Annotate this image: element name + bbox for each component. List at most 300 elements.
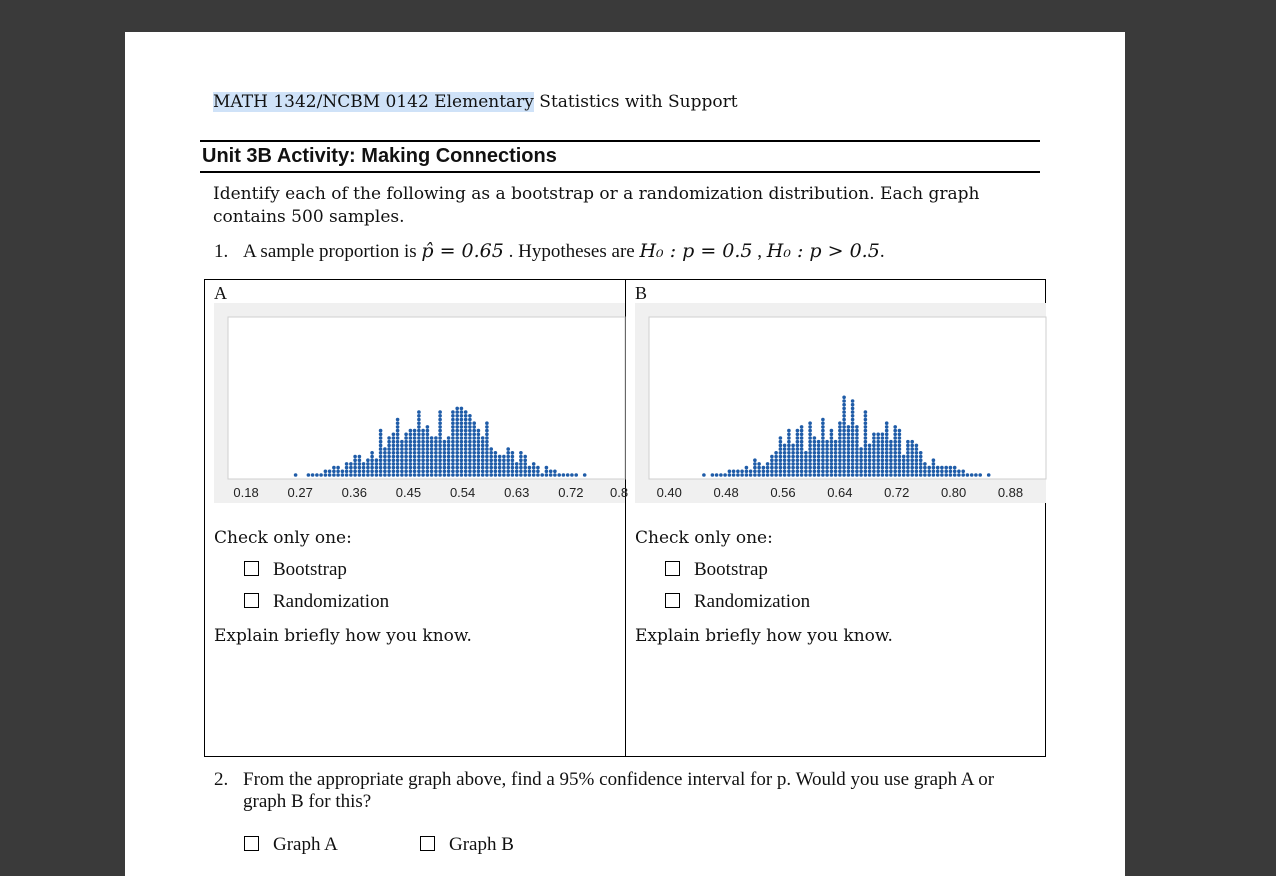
sample-dot [392, 451, 396, 455]
sample-dot [468, 414, 472, 418]
sample-dot [409, 451, 413, 455]
sample-dot [443, 473, 447, 477]
sample-dot [821, 429, 825, 433]
sample-dot [779, 473, 783, 477]
sample-dot [370, 462, 374, 466]
checkbox-icon[interactable] [244, 593, 259, 608]
sample-dot [936, 466, 940, 470]
sample-dot [383, 451, 387, 455]
sample-dot [906, 440, 910, 444]
question-2-number: 2. [214, 769, 229, 790]
sample-dot [745, 470, 749, 474]
x-tick-label: 0.36 [341, 485, 367, 500]
sample-dot [821, 421, 825, 425]
sample-dot [392, 458, 396, 462]
sample-dot [481, 466, 485, 470]
sample-dot [847, 425, 851, 429]
sample-dot [447, 440, 451, 444]
graph-a-option[interactable] [244, 834, 338, 856]
sample-dot [430, 440, 434, 444]
sample-dot [906, 451, 910, 455]
checkbox-icon[interactable] [244, 561, 259, 576]
sample-dot [455, 433, 459, 437]
checkbox-icon[interactable] [244, 836, 259, 851]
sample-dot [893, 473, 897, 477]
sample-dot [834, 466, 838, 470]
sample-dot [889, 455, 893, 459]
sample-dot [387, 447, 391, 451]
sample-dot [362, 470, 366, 474]
sample-dot [796, 447, 800, 451]
sample-dot [872, 470, 876, 474]
sample-dot [447, 458, 451, 462]
sample-dot [404, 440, 408, 444]
x-tick-label: 0.88 [997, 485, 1024, 500]
sample-dot [477, 440, 481, 444]
sample-dot [468, 473, 472, 477]
sample-dot [438, 414, 442, 418]
sample-dot [787, 440, 791, 444]
sample-dot [532, 462, 536, 466]
sample-dot [472, 473, 476, 477]
sample-dot [455, 407, 459, 411]
sample-dot [864, 458, 868, 462]
sample-dot [855, 440, 859, 444]
sample-dot [506, 466, 510, 470]
sample-dot [400, 440, 404, 444]
sample-dot [902, 458, 906, 462]
sample-dot [430, 466, 434, 470]
sample-dot [885, 473, 889, 477]
sample-dot [421, 436, 425, 440]
sample-dot [923, 470, 927, 474]
sample-dot [851, 407, 855, 411]
checkbox-icon[interactable] [420, 836, 435, 851]
sample-dot [413, 470, 417, 474]
sample-dot [455, 473, 459, 477]
sample-dot [774, 455, 778, 459]
sample-dot [859, 466, 863, 470]
sample-dot [949, 470, 953, 474]
sample-dot [859, 473, 863, 477]
sample-dot [387, 455, 391, 459]
sample-dot [762, 470, 766, 474]
sample-dot [774, 473, 778, 477]
sample-dot [481, 473, 485, 477]
sample-dot [460, 444, 464, 448]
sample-dot [413, 458, 417, 462]
sample-dot [842, 436, 846, 440]
sample-dot [383, 473, 387, 477]
sample-dot [502, 473, 506, 477]
sample-dot [842, 418, 846, 422]
sample-dot [847, 458, 851, 462]
sample-dot [834, 458, 838, 462]
sample-dot [528, 473, 532, 477]
sample-dot [502, 462, 506, 466]
sample-dot [532, 473, 536, 477]
sample-dot [477, 473, 481, 477]
sample-dot [838, 436, 842, 440]
sample-dot [800, 458, 804, 462]
sample-dot [834, 451, 838, 455]
sample-dot [375, 458, 379, 462]
sample-dot [464, 473, 468, 477]
sample-dot [842, 462, 846, 466]
sample-dot [804, 451, 808, 455]
sample-dot [353, 458, 357, 462]
x-tick-label: 0.72 [884, 485, 910, 500]
sample-dot [885, 466, 889, 470]
sample-dot [859, 447, 863, 451]
sample-dot [855, 466, 859, 470]
sample-dot [532, 466, 536, 470]
sample-dot [387, 470, 391, 474]
sample-dot [791, 447, 795, 451]
sample-dot [434, 447, 438, 451]
graphs-table [204, 279, 1046, 757]
sample-dot [464, 433, 468, 437]
sample-dot [851, 399, 855, 403]
sample-dot [468, 462, 472, 466]
sample-dot [813, 466, 817, 470]
sample-dot [919, 466, 923, 470]
sample-dot [455, 425, 459, 429]
sample-dot [409, 436, 413, 440]
checkbox-icon[interactable] [665, 561, 680, 576]
sample-dot [919, 473, 923, 477]
sample-dot [413, 455, 417, 459]
sample-dot [392, 473, 396, 477]
sample-dot [796, 440, 800, 444]
sample-dot [893, 436, 897, 440]
sample-dot [502, 470, 506, 474]
sample-dot [978, 473, 982, 477]
sample-dot [893, 429, 897, 433]
sample-dot [898, 451, 902, 455]
sample-dot [413, 473, 417, 477]
sample-dot [472, 462, 476, 466]
sample-dot [796, 462, 800, 466]
sample-dot [830, 440, 834, 444]
sample-dot [472, 466, 476, 470]
sample-dot [481, 447, 485, 451]
sample-dot [753, 466, 757, 470]
sample-dot [936, 473, 940, 477]
panel-a-bootstrap-option[interactable] [244, 559, 347, 581]
sample-dot [387, 466, 391, 470]
sample-dot [472, 436, 476, 440]
sample-dot [455, 447, 459, 451]
sample-dot [898, 473, 902, 477]
sample-dot [800, 436, 804, 440]
sample-dot [864, 436, 868, 440]
sample-dot [842, 466, 846, 470]
sample-dot [847, 455, 851, 459]
plot-area [228, 317, 625, 479]
checkbox-icon[interactable] [665, 593, 680, 608]
sample-dot [434, 440, 438, 444]
sample-dot [753, 470, 757, 474]
x-tick-label: 0.48 [713, 485, 739, 500]
sample-dot [404, 433, 408, 437]
sample-dot [885, 425, 889, 429]
sample-dot [825, 470, 829, 474]
sample-dot [494, 462, 498, 466]
sample-dot [898, 436, 902, 440]
sample-dot [796, 455, 800, 459]
sample-dot [715, 473, 719, 477]
sample-dot [762, 473, 766, 477]
sample-dot [791, 451, 795, 455]
sample-dot [468, 436, 472, 440]
sample-dot [838, 466, 842, 470]
sample-dot [421, 462, 425, 466]
sample-dot [447, 473, 451, 477]
sample-dot [851, 451, 855, 455]
sample-dot [796, 473, 800, 477]
sample-dot [409, 455, 413, 459]
sample-dot [910, 470, 914, 474]
sample-dot [421, 451, 425, 455]
sample-dot [523, 466, 527, 470]
sample-dot [426, 455, 430, 459]
sample-dot [481, 451, 485, 455]
sample-dot [392, 436, 396, 440]
sample-dot [728, 470, 732, 474]
sample-dot [889, 466, 893, 470]
sample-dot [400, 447, 404, 451]
sample-dot [842, 403, 846, 407]
sample-dot [864, 447, 868, 451]
sample-dot [468, 440, 472, 444]
alt-hypothesis: H₀ : p > 0.5 [766, 240, 880, 262]
sample-dot [583, 473, 587, 477]
sample-dot [443, 440, 447, 444]
sample-dot [842, 399, 846, 403]
sample-dot [885, 433, 889, 437]
sample-dot [783, 466, 787, 470]
sample-dot [472, 429, 476, 433]
sample-dot [800, 440, 804, 444]
sample-dot [779, 470, 783, 474]
sample-dot [851, 403, 855, 407]
sample-dot [426, 470, 430, 474]
sample-dot [379, 458, 383, 462]
sample-dot [915, 473, 919, 477]
sample-dot [838, 433, 842, 437]
panel-a-check-prompt: Check only one: [214, 528, 352, 548]
x-tick-label: 0.40 [656, 485, 682, 500]
sample-dot [400, 458, 404, 462]
sample-dot [557, 473, 561, 477]
sample-dot [830, 429, 834, 433]
sample-dot [362, 466, 366, 470]
graph-b-option[interactable] [420, 834, 514, 856]
sample-dot [485, 455, 489, 459]
sample-dot [855, 458, 859, 462]
sample-dot [489, 473, 493, 477]
sample-dot [434, 466, 438, 470]
sample-dot [468, 455, 472, 459]
sample-dot [889, 458, 893, 462]
sample-dot [489, 466, 493, 470]
sample-dot [864, 433, 868, 437]
sample-dot [842, 407, 846, 411]
sample-dot [855, 429, 859, 433]
sample-dot [464, 470, 468, 474]
sample-dot [455, 466, 459, 470]
sample-dot [813, 473, 817, 477]
sample-dot [430, 451, 434, 455]
sample-dot [358, 470, 362, 474]
sample-dot [779, 458, 783, 462]
sample-dot [859, 458, 863, 462]
sample-dot [409, 462, 413, 466]
sample-dot [864, 425, 868, 429]
sample-dot [438, 458, 442, 462]
sample-dot [851, 444, 855, 448]
sample-dot [783, 473, 787, 477]
header-highlighted-text[interactable]: MATH 1342/NCBM 0142 Elementary [213, 92, 534, 112]
sample-dot [455, 414, 459, 418]
sample-dot [392, 462, 396, 466]
sample-dot [489, 470, 493, 474]
sample-dot [366, 462, 370, 466]
sample-dot [864, 414, 868, 418]
sample-dot [779, 466, 783, 470]
sample-dot [770, 470, 774, 474]
sample-dot [808, 421, 812, 425]
panel-b-bootstrap-option[interactable] [665, 559, 768, 581]
sample-dot [494, 455, 498, 459]
sample-dot [783, 451, 787, 455]
sample-dot [447, 451, 451, 455]
sample-dot [821, 458, 825, 462]
sample-dot [749, 473, 753, 477]
sample-dot [813, 444, 817, 448]
sample-dot [838, 429, 842, 433]
sample-dot [545, 466, 549, 470]
sample-dot [825, 440, 829, 444]
sample-dot [540, 473, 544, 477]
sample-dot [868, 444, 872, 448]
sample-dot [757, 462, 761, 466]
sample-dot [460, 418, 464, 422]
sample-dot [443, 444, 447, 448]
sample-dot [821, 466, 825, 470]
title-bottom-rule [200, 171, 1040, 173]
sample-dot [821, 440, 825, 444]
sample-dot [426, 436, 430, 440]
sample-dot [753, 473, 757, 477]
sample-dot [910, 451, 914, 455]
sample-dot [451, 473, 455, 477]
sample-dot [791, 455, 795, 459]
sample-dot [404, 447, 408, 451]
sample-dot [464, 440, 468, 444]
sample-dot [519, 458, 523, 462]
sample-dot [868, 455, 872, 459]
sample-dot [451, 429, 455, 433]
sample-dot [349, 462, 353, 466]
sample-dot [506, 470, 510, 474]
sample-dot [787, 470, 791, 474]
sample-dot [830, 436, 834, 440]
sample-dot [842, 440, 846, 444]
sample-dot [370, 451, 374, 455]
x-tick-label: 0.63 [504, 485, 530, 500]
sample-dot [502, 466, 506, 470]
sample-dot [438, 462, 442, 466]
panel-b-randomization-option[interactable] [665, 591, 810, 613]
x-tick-label: 0.27 [287, 485, 313, 500]
sample-dot [460, 433, 464, 437]
sample-dot [481, 440, 485, 444]
sample-dot [821, 425, 825, 429]
sample-dot [506, 447, 510, 451]
sample-dot [864, 466, 868, 470]
sample-dot [851, 425, 855, 429]
sample-dot [872, 462, 876, 466]
sample-dot [341, 473, 345, 477]
x-tick-label: 0.18 [233, 485, 259, 500]
sample-dot [409, 473, 413, 477]
sample-dot [383, 458, 387, 462]
sample-dot [787, 444, 791, 448]
sample-dot [787, 466, 791, 470]
sample-dot [851, 418, 855, 422]
sample-dot [413, 440, 417, 444]
sample-dot [417, 462, 421, 466]
sample-dot [872, 444, 876, 448]
sample-dot [881, 451, 885, 455]
sample-dot [906, 466, 910, 470]
sample-dot [396, 425, 400, 429]
sample-dot [919, 458, 923, 462]
sample-dot [851, 436, 855, 440]
sample-dot [808, 458, 812, 462]
sample-dot [396, 470, 400, 474]
option-label: Bootstrap [273, 559, 347, 580]
sample-dot [438, 470, 442, 474]
sample-dot [570, 473, 574, 477]
sample-dot [842, 473, 846, 477]
sample-dot [400, 473, 404, 477]
sample-dot [842, 429, 846, 433]
sample-dot [898, 458, 902, 462]
sample-dot [396, 473, 400, 477]
sample-dot [864, 444, 868, 448]
sample-dot [430, 473, 434, 477]
sample-dot [375, 470, 379, 474]
sample-dot [413, 466, 417, 470]
sample-dot [851, 410, 855, 414]
sample-dot [353, 462, 357, 466]
sample-dot [523, 455, 527, 459]
sample-dot [864, 473, 868, 477]
panel-a-randomization-option[interactable] [244, 591, 389, 613]
sample-dot [392, 447, 396, 451]
sample-dot [889, 473, 893, 477]
sample-dot [481, 458, 485, 462]
option-label: Bootstrap [694, 559, 768, 580]
x-tick-label: 0.8 [609, 485, 629, 500]
sample-dot [413, 451, 417, 455]
sample-dot [485, 429, 489, 433]
sample-dot [451, 440, 455, 444]
sample-dot [842, 458, 846, 462]
